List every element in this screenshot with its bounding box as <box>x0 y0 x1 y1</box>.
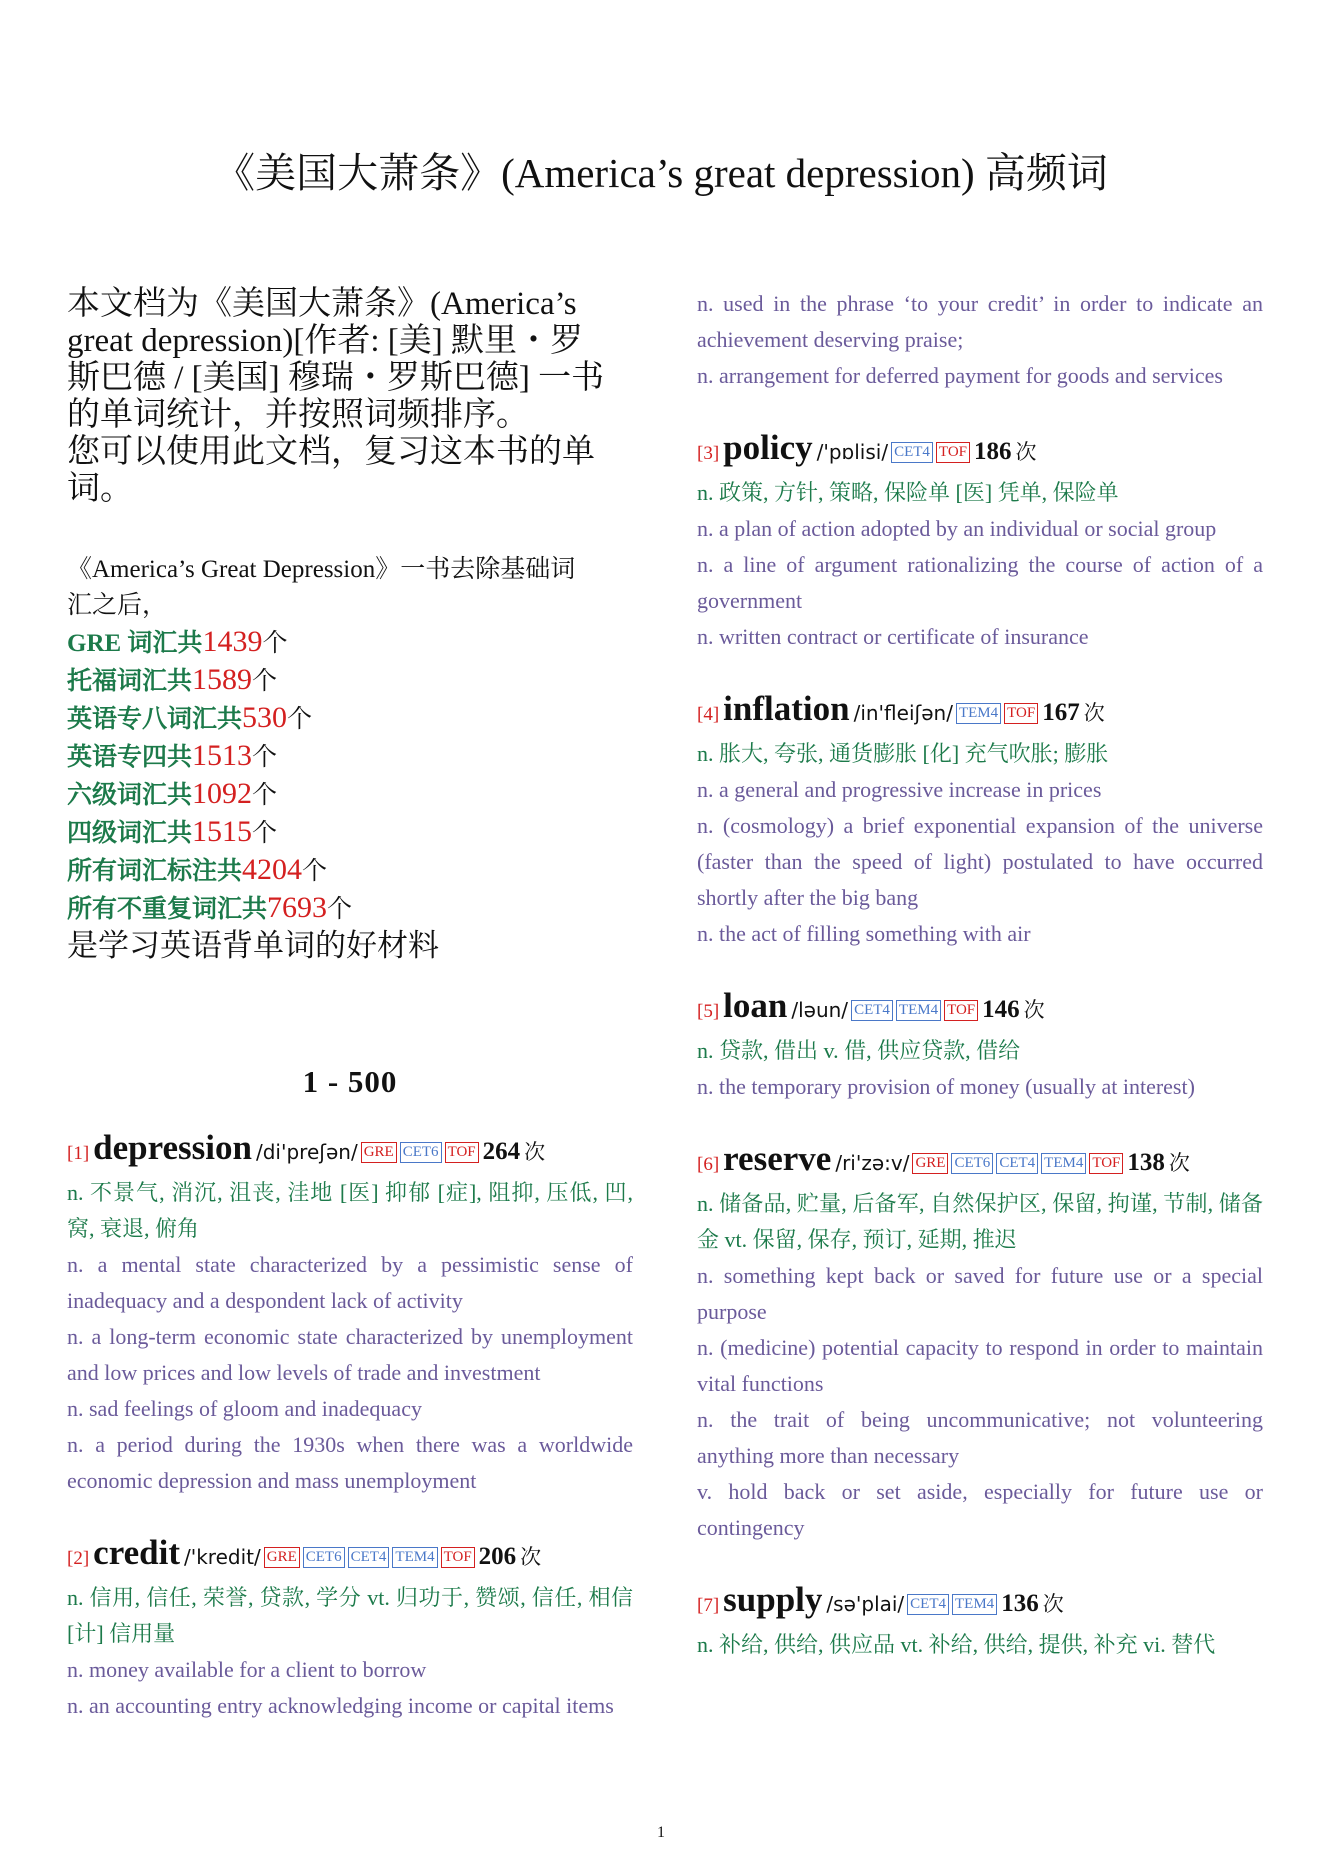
stat-label: 六级词汇共 <box>67 782 193 809</box>
chinese-definition: n. 贷款, 借出 v. 借, 供应贷款, 借给 <box>697 1038 1021 1063</box>
entry-index: [2] <box>67 1548 90 1569</box>
level-tag: TEM4 <box>896 1000 941 1021</box>
count-unit: 次 <box>524 1140 546 1164</box>
stat-value: 4204 <box>242 853 303 886</box>
english-definition: n. (cosmology) a brief exponential expansion of the universe (faster than the speed of light) postulated to have occurred shortly after the big bang <box>697 813 1263 910</box>
word-entry <box>697 286 1263 394</box>
intro-line: great depression)[作者: [美] 默里・罗 <box>67 323 583 359</box>
english-definition: n. a period during the 1930s when there was a worldwide economic depression and mass unemployment <box>67 1432 633 1493</box>
stat-label: 英语专四共 <box>67 744 193 771</box>
english-definition: n. a plan of action adopted by an individual or social group <box>697 516 1217 541</box>
frequency-count: 167 <box>1042 699 1080 726</box>
stats-lead: 汇之后， <box>67 592 168 619</box>
headword: policy <box>723 428 813 467</box>
range-heading: 1 - 500 <box>302 1064 398 1099</box>
frequency-count: 264 <box>482 1138 521 1165</box>
stat-line <box>67 700 633 738</box>
right-entries <box>697 286 1263 1663</box>
stat-line <box>67 662 633 700</box>
english-definition: n. money available for a client to borrow <box>67 1657 427 1682</box>
stat-line <box>67 852 633 890</box>
frequency-count: 136 <box>1001 1590 1039 1617</box>
stat-label: 所有不重复词汇共 <box>67 896 268 923</box>
stat-value: 1515 <box>192 815 253 848</box>
level-tag: TEM4 <box>956 703 1001 724</box>
stat-unit: 个 <box>262 630 288 657</box>
word-entry <box>697 986 1263 1105</box>
left-entries <box>67 1128 633 1724</box>
headword: reserve <box>723 1139 832 1178</box>
chinese-definition: n. 补给, 供给, 供应品 vt. 补给, 供给, 提供, 补充 vi. 替代 <box>697 1632 1216 1657</box>
count-unit: 次 <box>1083 701 1105 725</box>
level-tag: TOF <box>936 442 970 463</box>
stat-unit: 个 <box>252 668 278 695</box>
level-tag: TEM4 <box>392 1547 437 1568</box>
level-tag: CET4 <box>851 1000 893 1021</box>
stat-unit: 个 <box>252 782 278 809</box>
english-definition: n. the trait of being uncommunicative; not volunteering anything more than necessary <box>697 1407 1263 1468</box>
stat-unit: 个 <box>287 706 313 733</box>
english-definition: n. (medicine) potential capacity to respond in order to maintain vital functions <box>697 1335 1263 1396</box>
document-title: 《美国大萧条》(America’s great depression) 高频词 <box>214 150 1108 196</box>
stat-unit: 个 <box>252 820 278 847</box>
stat-value: 1092 <box>192 777 253 810</box>
phonetic: /ləun/ <box>791 998 849 1022</box>
vocab-stats <box>67 552 633 964</box>
headword: loan <box>723 986 788 1025</box>
english-definition: n. the temporary provision of money (usually at interest) <box>697 1074 1195 1099</box>
stat-unit: 个 <box>252 744 278 771</box>
english-definition: n. arrangement for deferred payment for goods and services <box>697 363 1223 388</box>
stat-label: 所有词汇标注共 <box>67 858 243 885</box>
level-tag: CET4 <box>907 1594 949 1615</box>
right-column <box>697 286 1263 1697</box>
entry-index: [6] <box>697 1154 720 1175</box>
count-unit: 次 <box>1042 1592 1064 1616</box>
headword: supply <box>723 1580 823 1619</box>
stat-label: 英语专八词汇共 <box>67 706 243 733</box>
stat-label: 托福词汇共 <box>67 668 193 695</box>
headword-line <box>697 1139 1263 1186</box>
english-definition: n. something kept back or saved for future use or a special purpose <box>697 1263 1263 1324</box>
stat-line <box>67 738 633 776</box>
word-entry <box>67 1533 633 1724</box>
stat-label: GRE 词汇共 <box>67 630 203 657</box>
level-tag: TOF <box>1089 1153 1123 1174</box>
english-definition: n. an accounting entry acknowledging income or capital items <box>67 1693 614 1718</box>
stat-value: 7693 <box>267 891 328 924</box>
intro-line: 本文档为《美国大萧条》(America’s <box>67 286 577 322</box>
frequency-count: 206 <box>478 1543 517 1570</box>
stat-value: 530 <box>242 701 288 734</box>
headword: credit <box>93 1533 180 1572</box>
stat-value: 1513 <box>192 739 253 772</box>
level-tag: CET4 <box>891 442 933 463</box>
count-unit: 次 <box>520 1545 542 1569</box>
chinese-definition: n. 胀大, 夸张, 通货膨胀 [化] 充气吹胀; 膨胀 <box>697 741 1109 766</box>
entry-index: [5] <box>697 1001 720 1022</box>
frequency-count: 138 <box>1127 1149 1165 1176</box>
word-entry <box>697 1580 1263 1663</box>
headword-line <box>67 1128 633 1175</box>
headword-line <box>67 1533 633 1580</box>
intro-paragraph <box>67 286 633 508</box>
level-tag: TOF <box>441 1547 475 1568</box>
level-tag: TOF <box>1004 703 1038 724</box>
entry-index: [1] <box>67 1143 90 1164</box>
english-definition: n. a long-term economic state characterized by unemployment and low prices and low levels of trade and investment <box>67 1324 633 1385</box>
headword-line <box>697 986 1263 1033</box>
english-definition: n. written contract or certificate of insurance <box>697 624 1089 649</box>
page-number: 1 <box>657 1824 665 1841</box>
stat-unit: 个 <box>327 896 353 923</box>
level-tag: CET4 <box>996 1153 1038 1174</box>
phonetic: /in'fleiʃən/ <box>853 701 953 725</box>
entry-index: [4] <box>697 704 720 725</box>
phonetic: /'pɒlisi/ <box>816 440 889 464</box>
frequency-count: 186 <box>974 438 1012 465</box>
stat-label: 四级词汇共 <box>67 820 193 847</box>
headword: depression <box>93 1128 252 1167</box>
level-tag: CET6 <box>303 1547 345 1568</box>
word-entry <box>697 1139 1263 1546</box>
stat-line <box>67 624 633 662</box>
entry-index: [3] <box>697 443 720 464</box>
level-tag: CET6 <box>400 1142 442 1163</box>
frequency-count: 146 <box>982 996 1020 1023</box>
english-definition: n. the act of filling something with air <box>697 921 1031 946</box>
intro-line: 斯巴德 / [美国] 穆瑞・罗斯巴德] 一书 <box>67 360 605 396</box>
count-unit: 次 <box>1168 1151 1190 1175</box>
stat-value: 1589 <box>192 663 253 696</box>
english-definition: v. hold back or set aside, especially for future use or contingency <box>697 1479 1263 1540</box>
english-definition: n. sad feelings of gloom and inadequacy <box>67 1396 422 1421</box>
level-tag: CET4 <box>348 1547 390 1568</box>
english-definition: n. a line of argument rationalizing the course of action of a government <box>697 552 1263 613</box>
chinese-definition: n. 信用, 信任, 荣誉, 贷款, 学分 vt. 归功于, 赞颂, 信任, 相信 [计] 信用量 <box>67 1585 633 1646</box>
intro-line: 的单词统计，并按照词频排序。 <box>67 397 529 433</box>
count-unit: 次 <box>1015 440 1037 464</box>
stat-line <box>67 814 633 852</box>
chinese-definition: n. 不景气, 消沉, 沮丧, 洼地 [医] 抑郁 [症], 阻抑, 压低, 凹, 窝, 衰退, 俯角 <box>67 1180 633 1241</box>
level-tag: GRE <box>264 1547 300 1568</box>
level-tag: TEM4 <box>1041 1153 1086 1174</box>
word-entry <box>697 428 1263 655</box>
level-tag: GRE <box>361 1142 397 1163</box>
stat-unit: 个 <box>302 858 328 885</box>
stat-line <box>67 890 633 928</box>
level-tag: CET6 <box>951 1153 993 1174</box>
intro-line: 词。 <box>67 471 133 507</box>
english-definition: n. used in the phrase ‘to your credit’ in order to indicate an achievement deserving praise; <box>697 291 1263 352</box>
phonetic: /ri'zə:v/ <box>835 1151 910 1175</box>
headword-line <box>697 689 1263 736</box>
stat-value: 1439 <box>202 625 263 658</box>
level-tag: GRE <box>912 1153 948 1174</box>
phonetic: /di'preʃən/ <box>256 1140 358 1164</box>
left-column <box>67 286 633 1758</box>
count-unit: 次 <box>1023 998 1045 1022</box>
intro-line: 您可以使用此文档，复习这本书的单 <box>67 434 595 470</box>
phonetic: /'kredit/ <box>183 1545 261 1569</box>
level-tag: TOF <box>445 1142 479 1163</box>
headword-line <box>697 428 1263 475</box>
chinese-definition: n. 储备品, 贮量, 后备军, 自然保护区, 保留, 拘谨, 节制, 储备金 vt. 保留, 保存, 预订, 延期, 推迟 <box>697 1191 1263 1252</box>
level-tag: TOF <box>944 1000 978 1021</box>
level-tag: TEM4 <box>952 1594 997 1615</box>
word-entry <box>697 689 1263 952</box>
stat-line <box>67 776 633 814</box>
chinese-definition: n. 政策, 方针, 策略, 保险单 [医] 凭单, 保险单 <box>697 480 1119 505</box>
phonetic: /sə'plai/ <box>826 1592 905 1616</box>
word-entry <box>67 1128 633 1499</box>
headword: inflation <box>723 689 850 728</box>
entry-index: [7] <box>697 1595 720 1616</box>
stats-lead: 《America’s Great Depression》一书去除基础词 <box>67 556 576 583</box>
english-definition: n. a general and progressive increase in prices <box>697 777 1102 802</box>
headword-line <box>697 1580 1263 1627</box>
stats-tail: 是学习英语背单词的好材料 <box>67 928 439 963</box>
stats-list <box>67 624 633 928</box>
english-definition: n. a mental state characterized by a pessimistic sense of inadequacy and a despondent lack of activity <box>67 1252 633 1313</box>
